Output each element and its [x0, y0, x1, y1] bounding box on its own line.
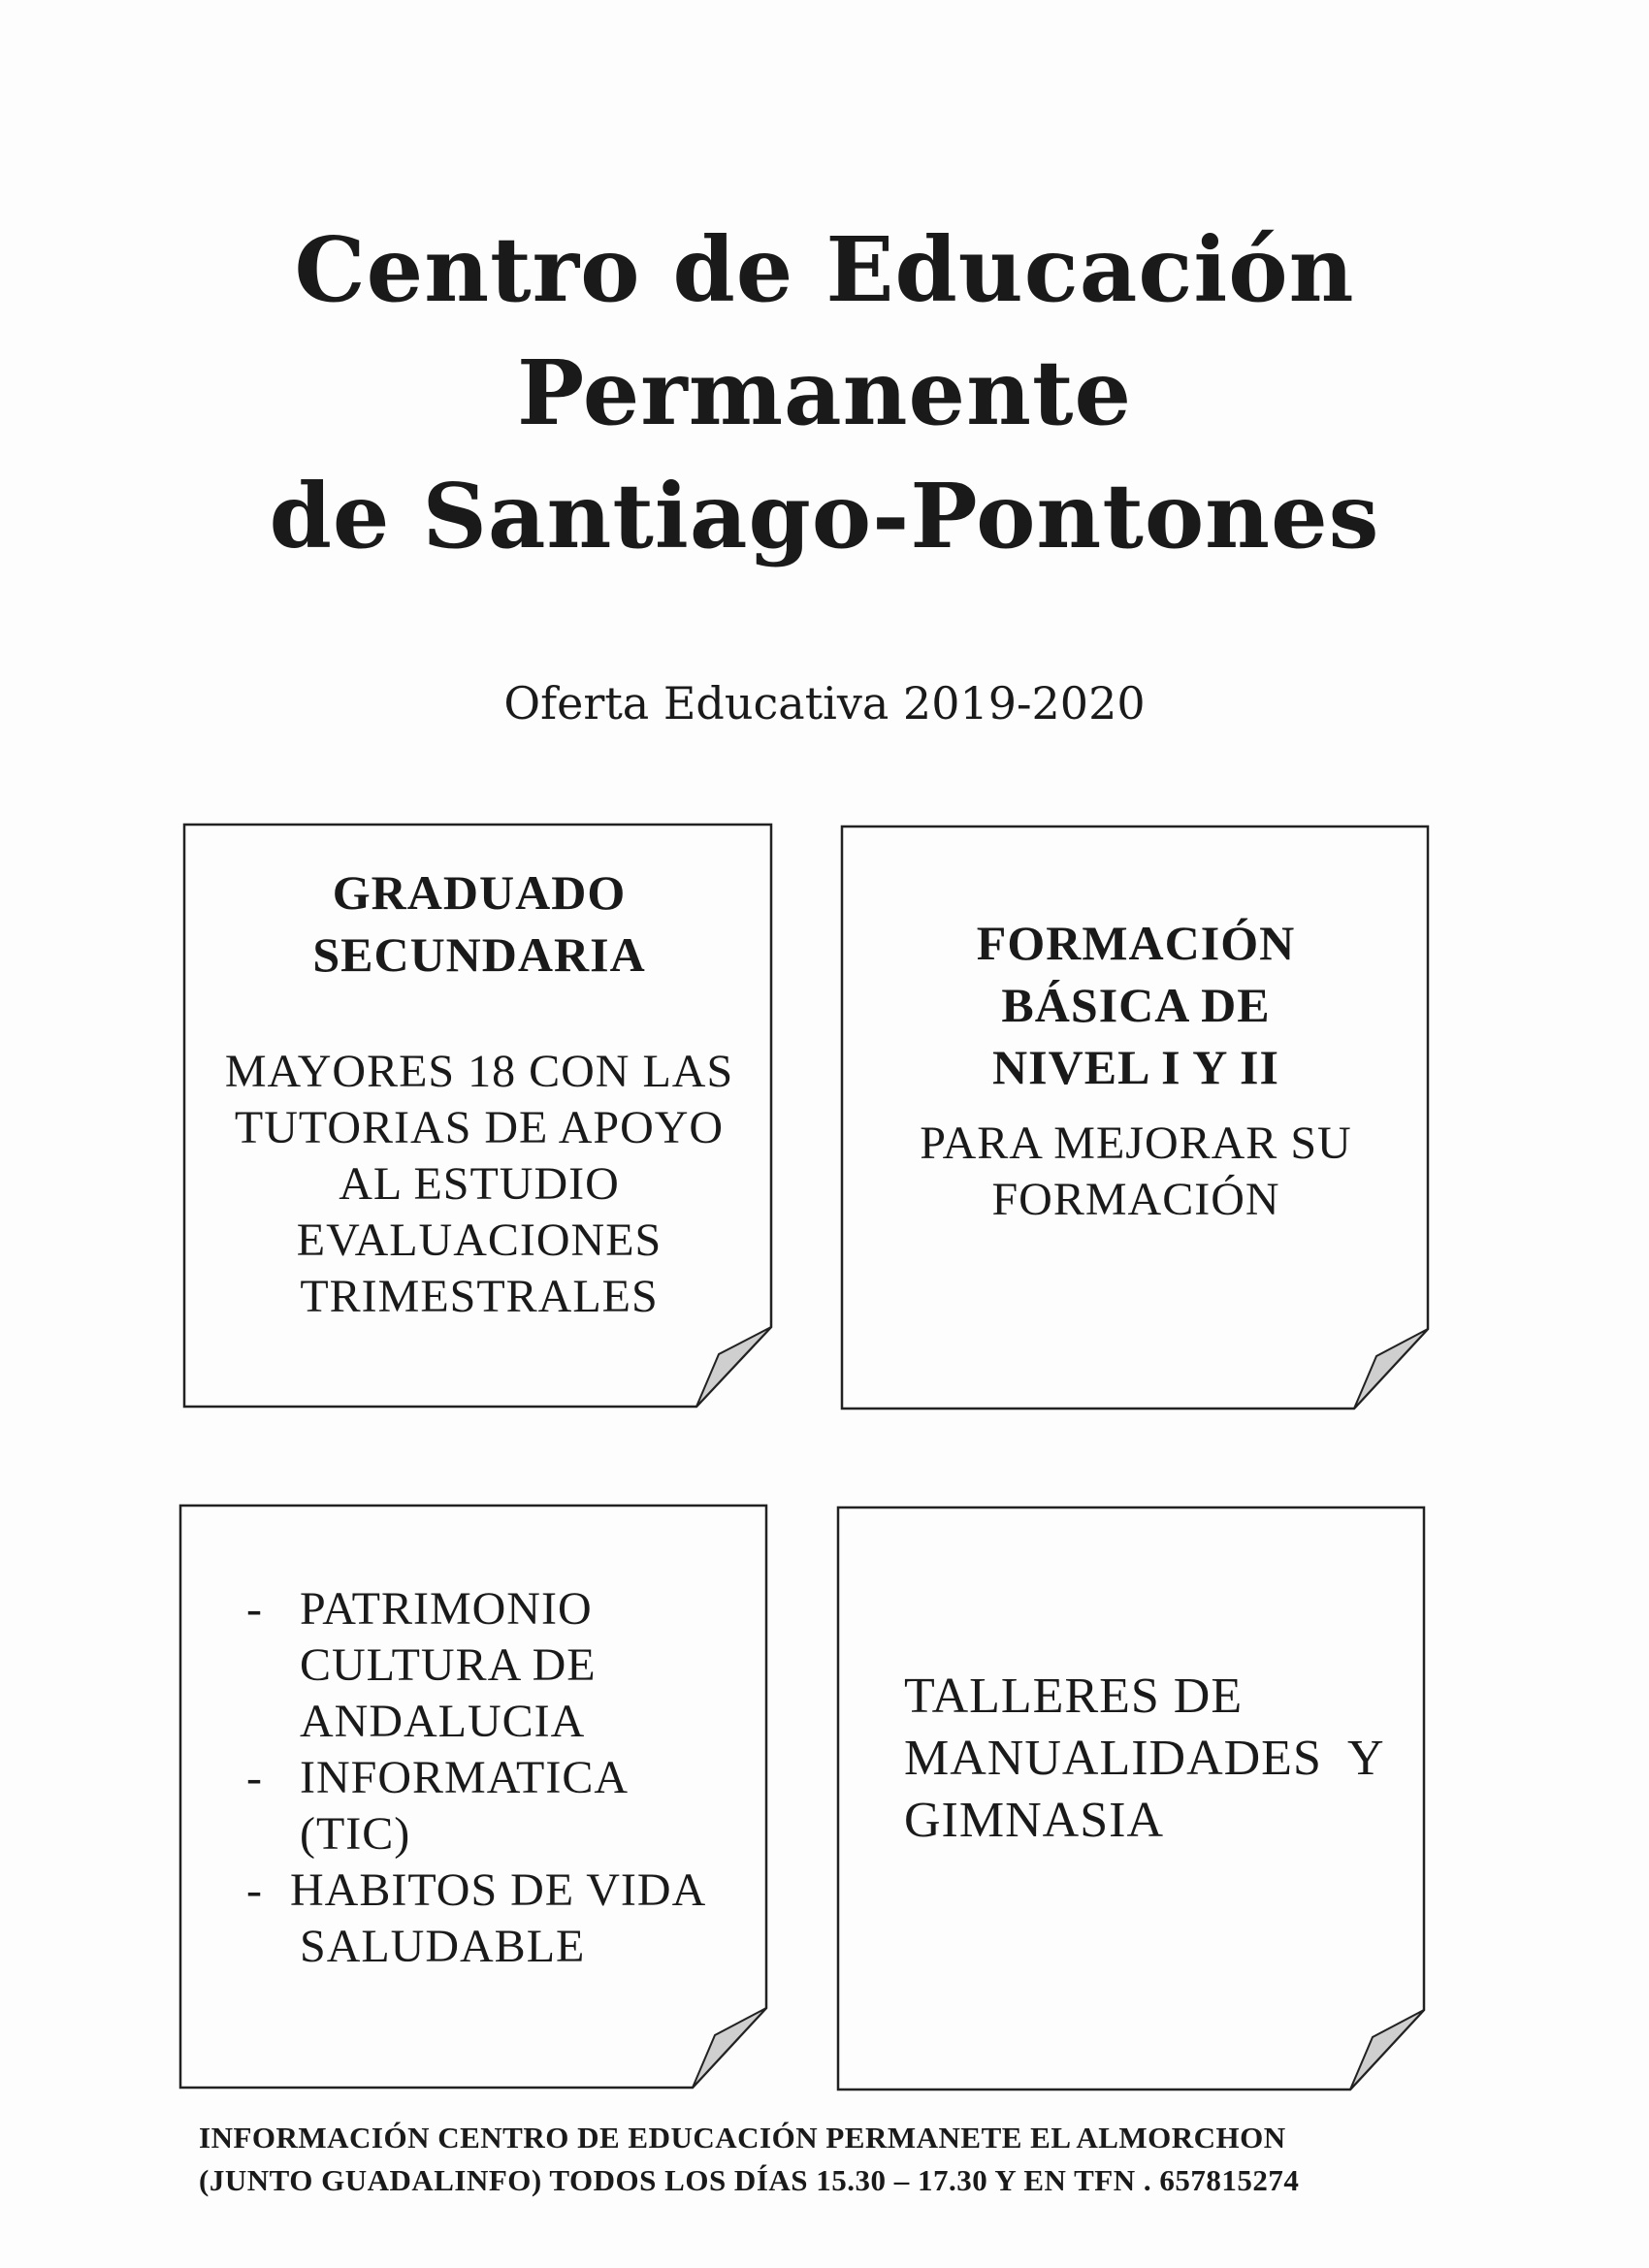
card-body [182, 1044, 776, 1325]
talleres-line: MANUALIDADES Y [904, 1731, 1385, 1786]
footer-info [199, 2117, 1460, 2202]
title-line-2: Permanente [516, 340, 1132, 445]
list-item [246, 1750, 706, 1863]
footer-line-1: INFORMACIÓN CENTRO DE EDUCACIÓN PERMANETE EL ALMORCHON [199, 2121, 1286, 2155]
card-body [840, 1116, 1432, 1228]
item-line: INFORMATICA [300, 1752, 630, 1803]
item-line: SALUDABLE [300, 1921, 586, 1972]
item-line: PATRIMONIO [300, 1583, 593, 1635]
item-line: ANDALUCIA [300, 1696, 586, 1747]
item-line: HABITOS DE VIDA [290, 1864, 707, 1916]
card-graduado-secundaria [182, 823, 776, 1409]
card-formacion-basica [840, 825, 1432, 1410]
list-item [246, 1581, 706, 1750]
talleres-line: GIMNASIA [904, 1793, 1164, 1848]
title-line-3: de Santiago-Pontones [269, 464, 1380, 568]
heading-line: FORMACIÓN [976, 916, 1296, 970]
body-line: PARA MEJORAR SU [920, 1118, 1352, 1169]
body-line: MAYORES 18 CON LAS [224, 1046, 734, 1097]
list-dash: - [246, 1864, 263, 1916]
title-line-1: Centro de Educación [294, 217, 1355, 322]
list-dash: - [246, 1583, 263, 1635]
heading-line: BÁSICA DE [1001, 978, 1271, 1032]
page-subtitle: Oferta Educativa 2019-2020 [503, 677, 1146, 729]
heading-line: SECUNDARIA [312, 927, 646, 982]
item-line: CULTURA DE [300, 1639, 597, 1691]
footer-line-2: (JUNTO GUADALINFO) TODOS LOS DÍAS 15.30 – 17.30 Y EN TFN . 657815274 [199, 2163, 1300, 2197]
body-line: FORMACIÓN [991, 1174, 1280, 1225]
item-line: (TIC) [300, 1808, 411, 1860]
body-line: AL ESTUDIO [339, 1158, 620, 1210]
talleres-line: TALLERES DE [904, 1669, 1244, 1724]
list-item [246, 1863, 706, 1975]
heading-line: GRADUADO [332, 865, 627, 920]
list-dash: - [246, 1752, 263, 1803]
body-line: TRIMESTRALES [300, 1271, 659, 1322]
body-line: EVALUACIONES [296, 1215, 663, 1266]
card-talleres [836, 1506, 1430, 2091]
card-cursos [178, 1504, 772, 2090]
card-heading [840, 912, 1432, 1098]
heading-line: NIVEL I Y II [992, 1040, 1279, 1094]
body-line: TUTORIAS DE APOYO [234, 1102, 725, 1153]
talleres-text [904, 1666, 1385, 1852]
course-list [246, 1581, 706, 1975]
card-heading [182, 861, 776, 986]
page-title [0, 209, 1649, 578]
